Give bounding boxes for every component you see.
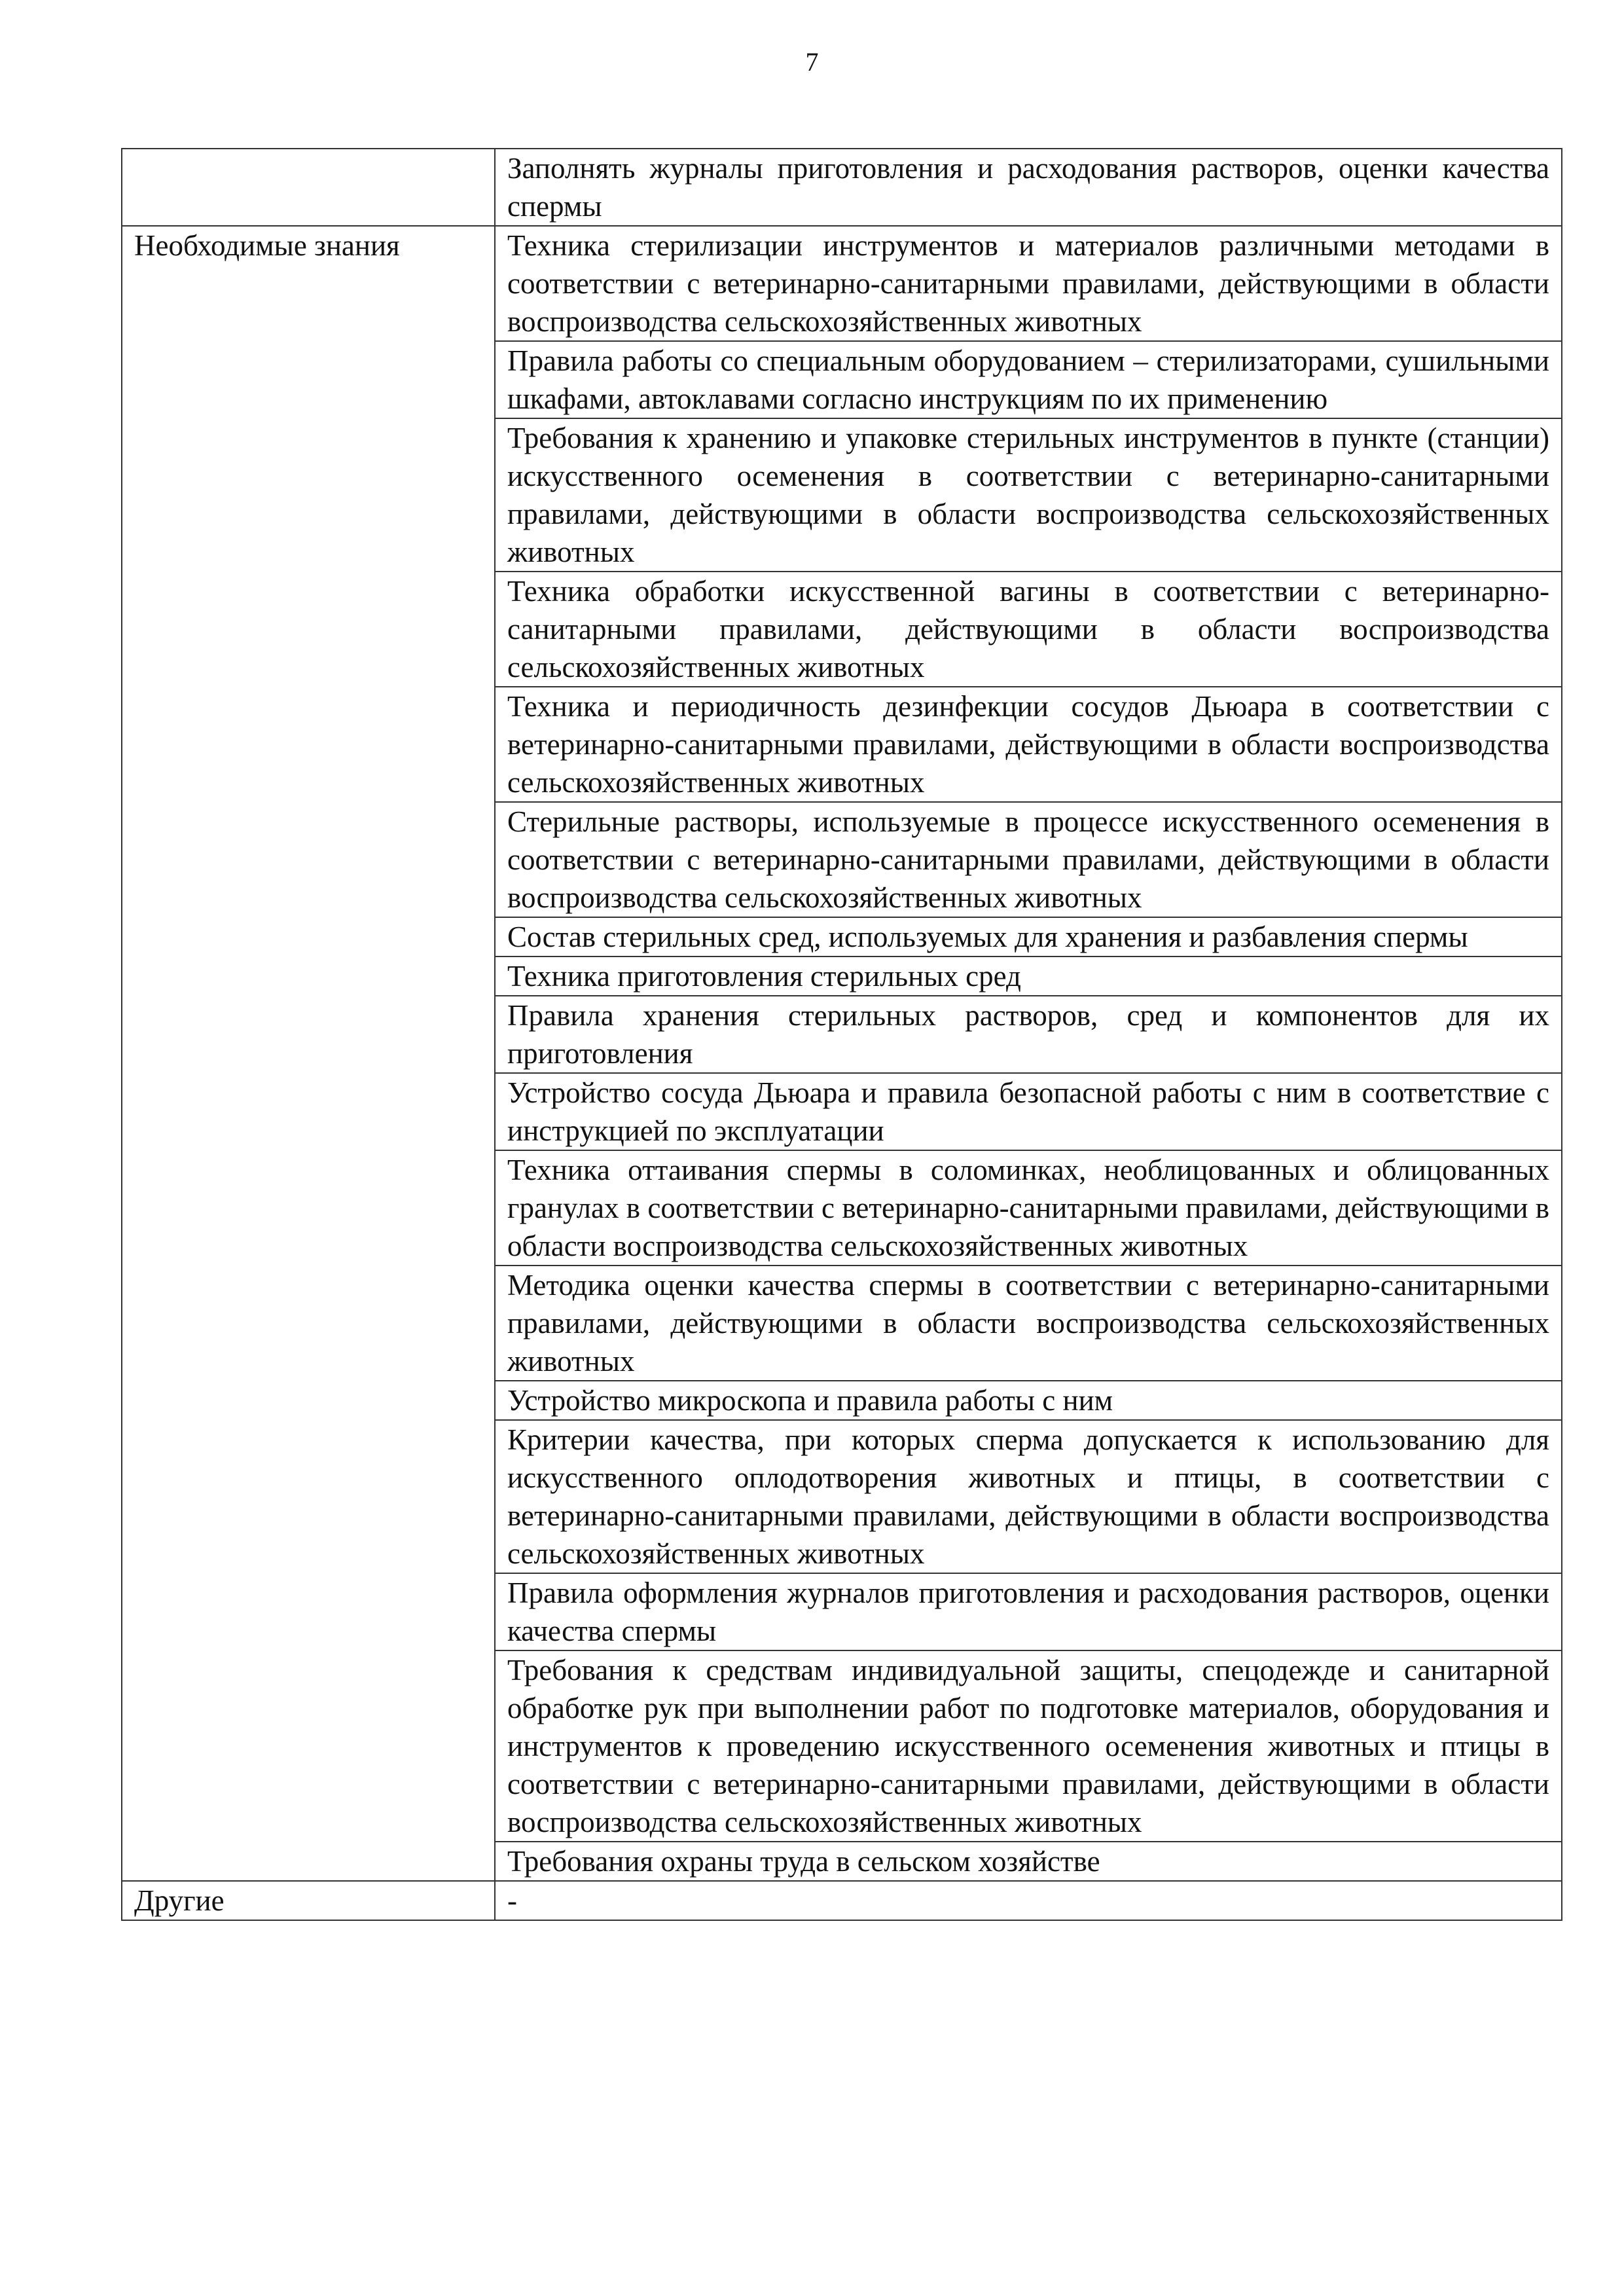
row-content-cell: Требования к средствам индивидуальной защиты, спецодежде и санитарной обработке рук при выполнении работ по подготовке материалов, оборудования и инструментов к проведению искусственного осеменения животных и птицы в соответствии с ветеринарно-санитарными правилами, действующими в области воспроизводства сельскохозяйственных животных xyxy=(495,1650,1562,1842)
row-content-cell: Техника приготовления стерильных сред xyxy=(495,957,1562,996)
row-content-cell: Устройство микроскопа и правила работы с ним xyxy=(495,1381,1562,1420)
row-header-cell: Другие xyxy=(122,1881,495,1920)
row-content-cell: Техника оттаивания спермы в соломинках, необлицованных и облицованных гранулах в соответствии с ветеринарно-санитарными правилами, действующими в области воспроизводства сельскохозяйственных животных xyxy=(495,1150,1562,1266)
row-content-cell: Правила хранения стерильных растворов, сред и компонентов для их приготовления xyxy=(495,996,1562,1073)
row-content-cell: Состав стерильных сред, используемых для хранения и разбавления спермы xyxy=(495,917,1562,957)
requirements-table xyxy=(121,148,1562,1921)
row-content-cell: Техника стерилизации инструментов и материалов различными методами в соответствии с ветеринарно-санитарными правилами, действующими в области воспроизводства сельскохозяйственных животных xyxy=(495,226,1562,341)
row-content-cell: Стерильные растворы, используемые в процессе искусственного осеменения в соответствии с ветеринарно-санитарными правилами, действующими в области воспроизводства сельскохозяйственных животных xyxy=(495,802,1562,917)
row-content-cell: Требования охраны труда в сельском хозяйстве xyxy=(495,1842,1562,1881)
row-content-cell: Критерии качества, при которых сперма допускается к использованию для искусственного оплодотворения животных и птицы, в соответствии с ветеринарно-санитарными правилами, действующими в области воспроизводства сельскохозяйственных животных xyxy=(495,1420,1562,1573)
table-row xyxy=(122,226,1562,341)
row-content-cell: Заполнять журналы приготовления и расходования растворов, оценки качества спермы xyxy=(495,149,1562,226)
row-content-cell: Правила оформления журналов приготовления и расходования растворов, оценки качества спермы xyxy=(495,1573,1562,1650)
row-content-cell: Техника обработки искусственной вагины в соответствии с ветеринарно-санитарными правилами, действующими в области воспроизводства сельскохозяйственных животных xyxy=(495,572,1562,687)
row-header-cell xyxy=(122,149,495,226)
row-content-cell: Техника и периодичность дезинфекции сосудов Дьюара в соответствии с ветеринарно-санитарными правилами, действующими в области воспроизводства сельскохозяйственных животных xyxy=(495,687,1562,802)
row-content-cell: - xyxy=(495,1881,1562,1920)
row-content-cell: Устройство сосуда Дьюара и правила безопасной работы с ним в соответствие с инструкцией по эксплуатации xyxy=(495,1073,1562,1150)
table-row xyxy=(122,1881,1562,1920)
page-number: 7 xyxy=(805,47,819,77)
row-content-cell: Требования к хранению и упаковке стерильных инструментов в пункте (станции) искусственного осеменения в соответствии с ветеринарно-санитарными правилами, действующими в области воспроизводства сельскохозяйственных животных xyxy=(495,418,1562,572)
row-header-cell: Необходимые знания xyxy=(122,226,495,1881)
table-row xyxy=(122,149,1562,226)
row-content-cell: Методика оценки качества спермы в соответствии с ветеринарно-санитарными правилами, действующими в области воспроизводства сельскохозяйственных животных xyxy=(495,1266,1562,1381)
row-content-cell: Правила работы со специальным оборудованием – стерилизаторами, сушильными шкафами, автоклавами согласно инструкциям по их применению xyxy=(495,341,1562,418)
